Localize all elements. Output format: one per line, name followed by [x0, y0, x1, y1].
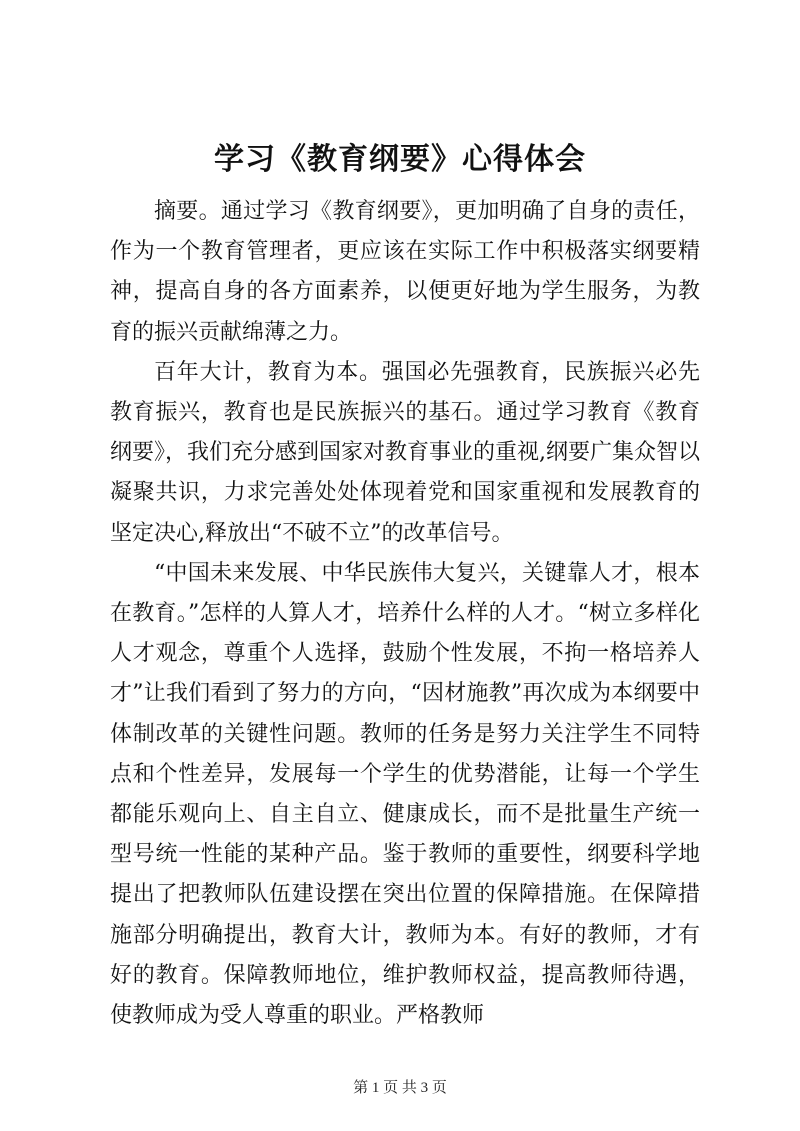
- document-body: [110, 192, 700, 1036]
- paragraph-talent-and-teachers: “中国未来发展、中华民族伟大复兴，关键靠人才，根本在教育。”怎样的人算人才，培养什么样的人才。“树立多样化人才观念，尊重个人选择，鼓励个性发展，不拘一格培养人才”让我们看到了努力的方向，“因材施教”再次成为本纲要中体制改革的关键性问题。教师的任务是努力关注学生不同特点和个性差异，发展每一个学生的优势潜能，让每一个学生都能乐观向上、自主自立、健康成长，而不是批量生产统一型号统一性能的某种产品。鉴于教师的重要性，纲要科学地提出了把教师队伍建设摆在突出位置的保障措施。在保障措施部分明确提出，教育大计，教师为本。有好的教师，才有好的教育。保障教师地位，维护教师权益，提高教师待遇，使教师成为受人尊重的职业。严格教师: [110, 560, 700, 1029]
- paragraph-education-foundation: 百年大计，教育为本。强国必先强教育，民族振兴必先教育振兴，教育也是民族振兴的基石。通过学习教育《教育纲要》，我们充分感到国家对教育事业的重视,纲要广集众智以凝聚共识，力求完善处处体现着党和国家重视和发展教育的坚定决心,释放出“不破不立”的改革信号。: [110, 359, 700, 546]
- page-title: 学习《教育纲要》心得体会: [214, 142, 586, 177]
- paragraph-abstract: 摘要。通过学习《教育纲要》，更加明确了自身的责任，作为一个教育管理者，更应该在实际工作中积极落实纲要精神，提高自身的各方面素养，以便更好地为学生服务，为教育的振兴贡献绵薄之力。: [110, 199, 700, 345]
- page-footer: 第 1 页 共 3 页: [353, 1080, 447, 1096]
